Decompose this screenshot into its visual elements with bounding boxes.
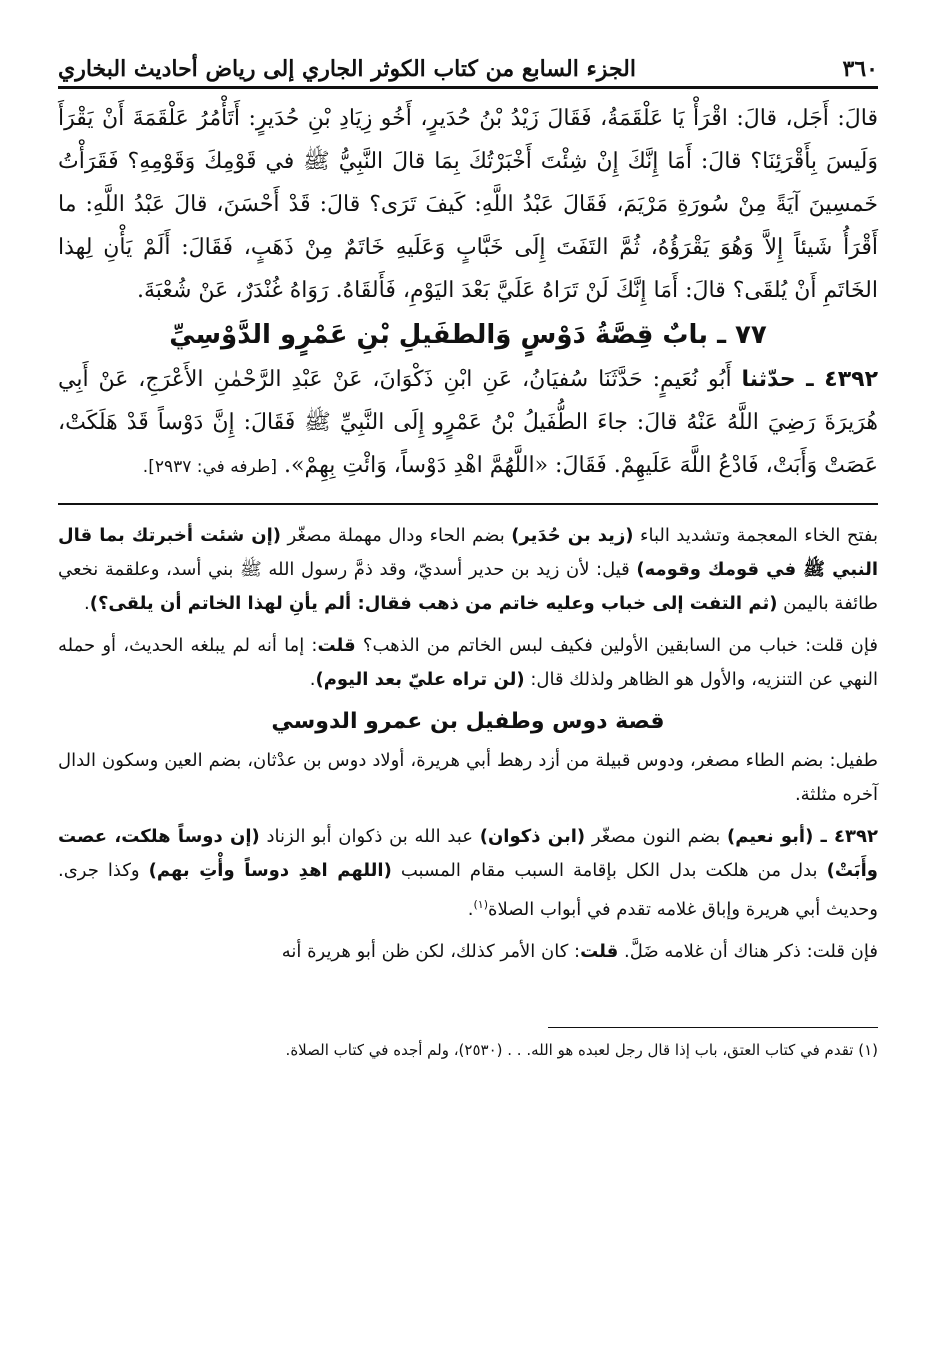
footnote-marker: (١) [473, 898, 489, 911]
commentary-text: فإن قلت: خباب من السابقين الأولين فكيف لبس الخاتم من الذهب؟ [355, 635, 878, 656]
commentary-text: . [84, 593, 90, 614]
commentary-text: طفيل: بضم الطاء مصغر، ودوس قبيلة من أزد رهط أبي هريرة، أولاد دوس بن عدْثان، بضم العين وسكون الدال آخره مثلثة. [58, 750, 878, 805]
bold-quote: (لن تراه عليّ بعد اليوم) [315, 669, 525, 690]
commentary-paragraph [58, 744, 878, 812]
commentary-text: وكذا جرى. وحديث أبي هريرة وإباق غلامه تقدم في أبواب الصلاة [58, 860, 878, 920]
hadith-text: أَبُو نُعَيمٍ: حَدَّثَنَا سُفيَانُ، عَنِ ابْنِ ذَكْوَانَ، عَنْ عَبْدِ الرَّحْمٰنِ الأَعْرَجِ، عَنْ أَبِي هُرَيرَةَ رَضِيَ اللَّهُ عَنْهُ قالَ: جاءَ الطُّفَيلُ بْنُ عَمْرٍو إِلَى النَّبِيِّ ﷺ فَقَالَ: إِنَّ دَوْساً قَدْ هَلَكَتْ، عَصَتْ وَأَبَتْ، فَادْعُ اللَّهَ عَلَيهِمْ. فَقَالَ: «اللَّهُمَّ اهْدِ دَوْساً، وَائْتِ بِهِمْ». [58, 367, 878, 478]
header-title: الجزء السابع من كتاب الكوثر الجاري إلى رياض أحاديث البخاري [58, 56, 636, 82]
bold-quote: قلت [317, 635, 356, 656]
commentary-text: . [467, 899, 474, 920]
commentary-text: عبد الله بن ذكوان أبو الزناد [259, 826, 480, 847]
bold-quote: (أبو نعيم) [726, 826, 814, 847]
hadith-reference: [طرفه في: ٢٩٣٧]. [142, 457, 277, 477]
commentary-text: بضم النون مصغّر [585, 826, 727, 847]
commentary-text: : كان الأمر كذلك، لكن ظن أبو هريرة أنه [281, 941, 581, 962]
page-number: ٣٦٠ [842, 56, 878, 82]
commentary-text: قيل: لأن زيد بن حدير أسديّ، وقد ذمَّ رسول الله ﷺ بني أسد، وعلقمة نخعي طائفة باليمن [58, 559, 878, 614]
commentary-text: بضم الحاء ودال مهملة مصغّر [280, 525, 512, 546]
bold-quote: (إن شئت أخبرتك بما قال النبي ﷺ في قومك وقومه) [58, 525, 878, 580]
bold-quote: (زيد بن حُدَير) [511, 525, 634, 546]
commentary-section-2 [58, 744, 878, 969]
commentary-text: بفتح الخاء المعجمة وتشديد الباء [633, 525, 879, 546]
bold-quote: (اللهم اهدِ دوساً وأْتِ بهم) [148, 860, 392, 881]
commentary-paragraph [58, 519, 878, 621]
bold-quote: قلت [580, 941, 619, 962]
commentary-text: : إما أنه لم يبلغه الحديث، أو حمله النهي عن التنزيه، والأول هو الظاهر ولذلك قال: [58, 635, 878, 690]
running-header [58, 56, 878, 89]
commentary-text: بدل من هلكت بدل الكل بإقامة السبب مقام المسبب [391, 860, 827, 881]
commentary-section [58, 519, 878, 697]
chapter-heading: ٧٧ ـ بابٌ قِصَّةُ دَوْسٍ وَالطفَيلِ بْنِ عَمْرٍو الدَّوْسِيِّ [169, 320, 767, 350]
footnote: (١) تقدم في كتاب العتق، باب إذا قال رجل لعبده هو الله. . . (٢٥٣٠)، ولم أجده في كتاب الصلاة. [285, 1041, 878, 1059]
bold-quote: (ابن ذكوان) [479, 826, 586, 847]
commentary-subheading: قصة دوس وطفيل بن عمرو الدوسي [271, 709, 665, 734]
commentary-paragraph [58, 629, 878, 697]
separator-line [58, 503, 878, 505]
bold-quote: ٤٣٩٢ ـ [813, 826, 878, 847]
footnote-separator [548, 1027, 878, 1028]
hadith-4392 [58, 358, 878, 489]
bold-quote: (إن دوساً هلكت، عصت وأَبَتْ) [58, 826, 878, 881]
bold-quote: (ثم التفت إلى خباب وعليه خاتم من ذهب فقال: ألم يأنِ لهذا الخاتم أن يلقى؟) [89, 593, 778, 614]
hadith-continuation: قالَ: أَجَل، قالَ: اقْرَأْ يَا عَلْقَمَةُ، فَقَالَ زَيْدُ بْنُ حُدَيرٍ، أَخُو زِيَادِ بْنِ حُدَيرٍ: أَتَأْمُرُ عَلْقَمَةَ أَنْ يَقْرَأَ وَلَيسَ بِأَقْرَئِنَا؟ قالَ: أَمَا إِنَّكَ إِنْ شِئْتَ أَخْبَرْتُكَ بِمَا قالَ النَّبِيُّ ﷺ في قَوْمِكَ وَقَوْمِهِ؟ فَقَرَأْتُ خَمسِينَ آيَةً مِنْ سُورَةِ مَرْيَمَ، فَقَالَ عَبْدُ اللَّهِ: كَيفَ تَرَى؟ قالَ: قَدْ أَحْسَنَ، قالَ عَبْدُ اللَّهِ: ما أَقْرَأُ شَيئاً إِلاَّ وَهُوَ يَقْرَؤُهُ، ثُمَّ التَفَتَ إِلَى خَبَّابٍ وَعَلَيهِ خَاتَمٌ مِنْ ذَهَبٍ، فَقَالَ: أَلَمْ يَأْنِ لِهذا الخَاتَمِ أَنْ يُلقَى؟ قالَ: أَمَا إِنَّكَ لَنْ تَرَاهُ عَلَيَّ بَعْدَ اليَوْمِ، فَأَلقَاهُ. رَوَاهُ غُنْدَرٌ، عَنْ شُعْبَةَ. [58, 106, 878, 303]
commentary-paragraph [58, 820, 878, 927]
hadith-number: ٤٣٩٢ ـ حدّثنا [741, 367, 878, 392]
page [58, 56, 878, 1062]
commentary-text: . [309, 669, 316, 690]
commentary-text: فإن قلت: ذكر هناك أن غلامه ضَلَّ. [618, 941, 878, 962]
commentary-paragraph [58, 935, 878, 969]
